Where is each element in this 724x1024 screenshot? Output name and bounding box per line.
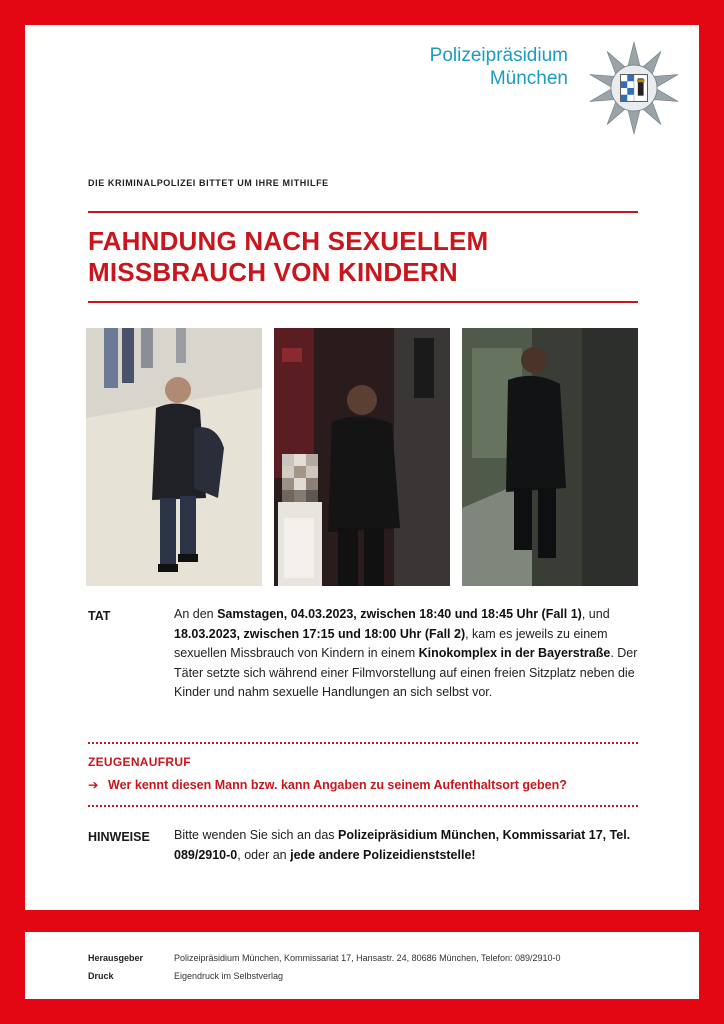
tat-text-1: An den — [174, 607, 218, 621]
witness-question-text: Wer kennt diesen Mann bzw. kann Angaben zu seinem Aufenthaltsort geben? — [108, 778, 567, 792]
police-star-emblem-icon — [586, 40, 682, 136]
footer-panel — [25, 932, 699, 999]
tat-date-2: 18.03.2023, zwischen 17:15 und 18:00 Uhr (Fall 2) — [174, 626, 466, 641]
witness-appeal-question — [88, 777, 567, 792]
page-title-line2: MISSBRAUCH VON KINDERN — [88, 257, 458, 287]
divider-dotted-1 — [88, 742, 638, 744]
tat-text-4: . Der Täter setzte sich während einer Filmvorstellung auf einen freien Sitzplatz neben die Kinder und nahm sexuelle Handlungen an sich selbst vor. — [174, 646, 638, 699]
surveillance-photo-1 — [86, 328, 262, 586]
witness-appeal-title: ZEUGENAUFRUF — [88, 755, 191, 769]
page-title-line1: FAHNDUNG NACH SEXUELLEM — [88, 226, 489, 256]
tat-text-3: , kam es jeweils zu einem sexuellen Missbrauch von Kindern in einem — [174, 626, 608, 660]
surveillance-photo-2 — [274, 328, 450, 586]
arrow-right-icon: ➔ — [88, 778, 99, 792]
tat-label: TAT — [88, 609, 111, 623]
hinweise-other-stations: jede andere Polizeidienststelle! — [290, 847, 476, 862]
publisher-label: Herausgeber — [88, 953, 144, 963]
page-title — [88, 226, 648, 288]
agency-name — [388, 44, 568, 90]
title-top-rule — [88, 211, 638, 213]
tat-text-2: , und — [581, 607, 610, 621]
hinweise-label: HINWEISE — [88, 830, 150, 844]
hinweise-text-1: Bitte wenden Sie sich an das — [174, 828, 338, 842]
title-bottom-rule — [88, 301, 638, 303]
divider-dotted-2 — [88, 805, 638, 807]
publisher-text: Polizeipräsidium München, Kommissariat 17, Hansastr. 24, 80686 München, Telefon: 089/2910-0 — [174, 953, 561, 963]
tat-description — [174, 605, 644, 703]
tat-date-1: Samstagen, 04.03.2023, zwischen 18:40 und 18:45 Uhr (Fall 1) — [217, 607, 582, 621]
hinweise-text-2: , oder an — [237, 847, 291, 862]
surveillance-photo-3 — [462, 328, 638, 586]
agency-name-line2: München — [489, 68, 568, 89]
agency-name-line1: Polizeipräsidium — [429, 45, 568, 66]
print-text: Eigendruck im Selbstverlag — [174, 971, 284, 981]
hinweise-description — [174, 826, 644, 865]
kicker-text: DIE KRIMINALPOLIZEI BITTET UM IHRE MITHILFE — [88, 178, 329, 188]
hinweise-contact: Polizeipräsidium München, Kommissariat 17, Tel. 089/2910-0 — [174, 828, 631, 862]
tat-location: Kinokomplex in der Bayerstraße — [418, 646, 611, 660]
print-label: Druck — [88, 971, 114, 981]
